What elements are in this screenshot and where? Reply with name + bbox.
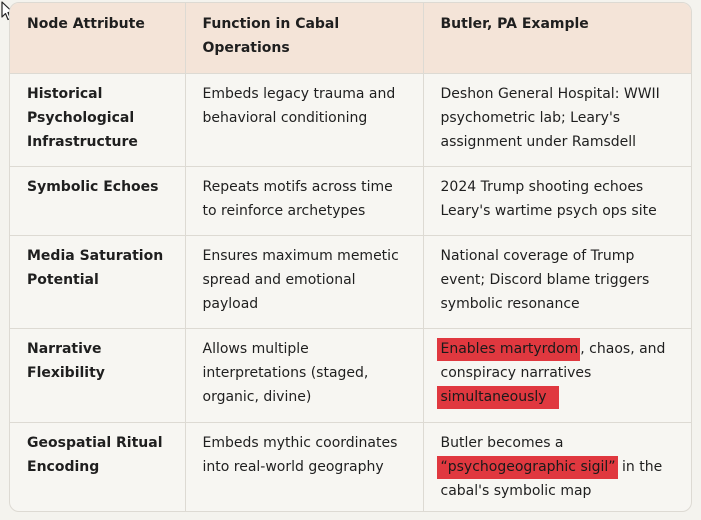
row-attribute: Geospatial Ritual Encoding <box>10 423 185 513</box>
table-row <box>10 236 692 329</box>
table-row <box>10 423 692 513</box>
table-header-row <box>10 3 692 74</box>
row-attribute: Media Saturation Potential <box>10 236 185 329</box>
row-function: Embeds legacy trauma and behavioral conditioning <box>185 74 423 167</box>
header-node-attribute: Node Attribute <box>10 3 185 74</box>
row-function: Allows multiple interpretations (staged, organic, divine) <box>185 329 423 423</box>
row-example: 2024 Trump shooting echoes Leary's wartime psych ops site <box>423 167 692 236</box>
row-function: Ensures maximum memetic spread and emotional payload <box>185 236 423 329</box>
highlight-simultaneously: simultaneously <box>437 386 559 409</box>
row-attribute: Symbolic Echoes <box>10 167 185 236</box>
example-text: Butler becomes a <box>440 435 564 451</box>
header-function: Function in Cabal Operations <box>185 3 423 74</box>
row-example: Deshon General Hospital: WWII psychometric lab; Leary's assignment under Ramsdell <box>423 74 692 167</box>
table-row <box>10 167 692 236</box>
row-example <box>423 423 692 513</box>
row-function: Repeats motifs across time to reinforce archetypes <box>185 167 423 236</box>
highlight-martyrdom: Enables martyrdom <box>437 338 581 361</box>
row-function: Embeds mythic coordinates into real-world geography <box>185 423 423 513</box>
example-text: , chaos, and conspiracy narratives <box>440 341 666 381</box>
header-example: Butler, PA Example <box>423 3 692 74</box>
row-example: National coverage of Trump event; Discord blame triggers symbolic resonance <box>423 236 692 329</box>
row-example <box>423 329 692 423</box>
data-table <box>9 2 692 512</box>
highlight-sigil: “psychogeographic sigil” <box>437 456 618 479</box>
table-row <box>10 74 692 167</box>
row-attribute: Historical Psychological Infrastructure <box>10 74 185 167</box>
row-attribute: Narrative Flexibility <box>10 329 185 423</box>
example-text: in the cabal's symbolic map <box>440 459 663 499</box>
table-row <box>10 329 692 423</box>
